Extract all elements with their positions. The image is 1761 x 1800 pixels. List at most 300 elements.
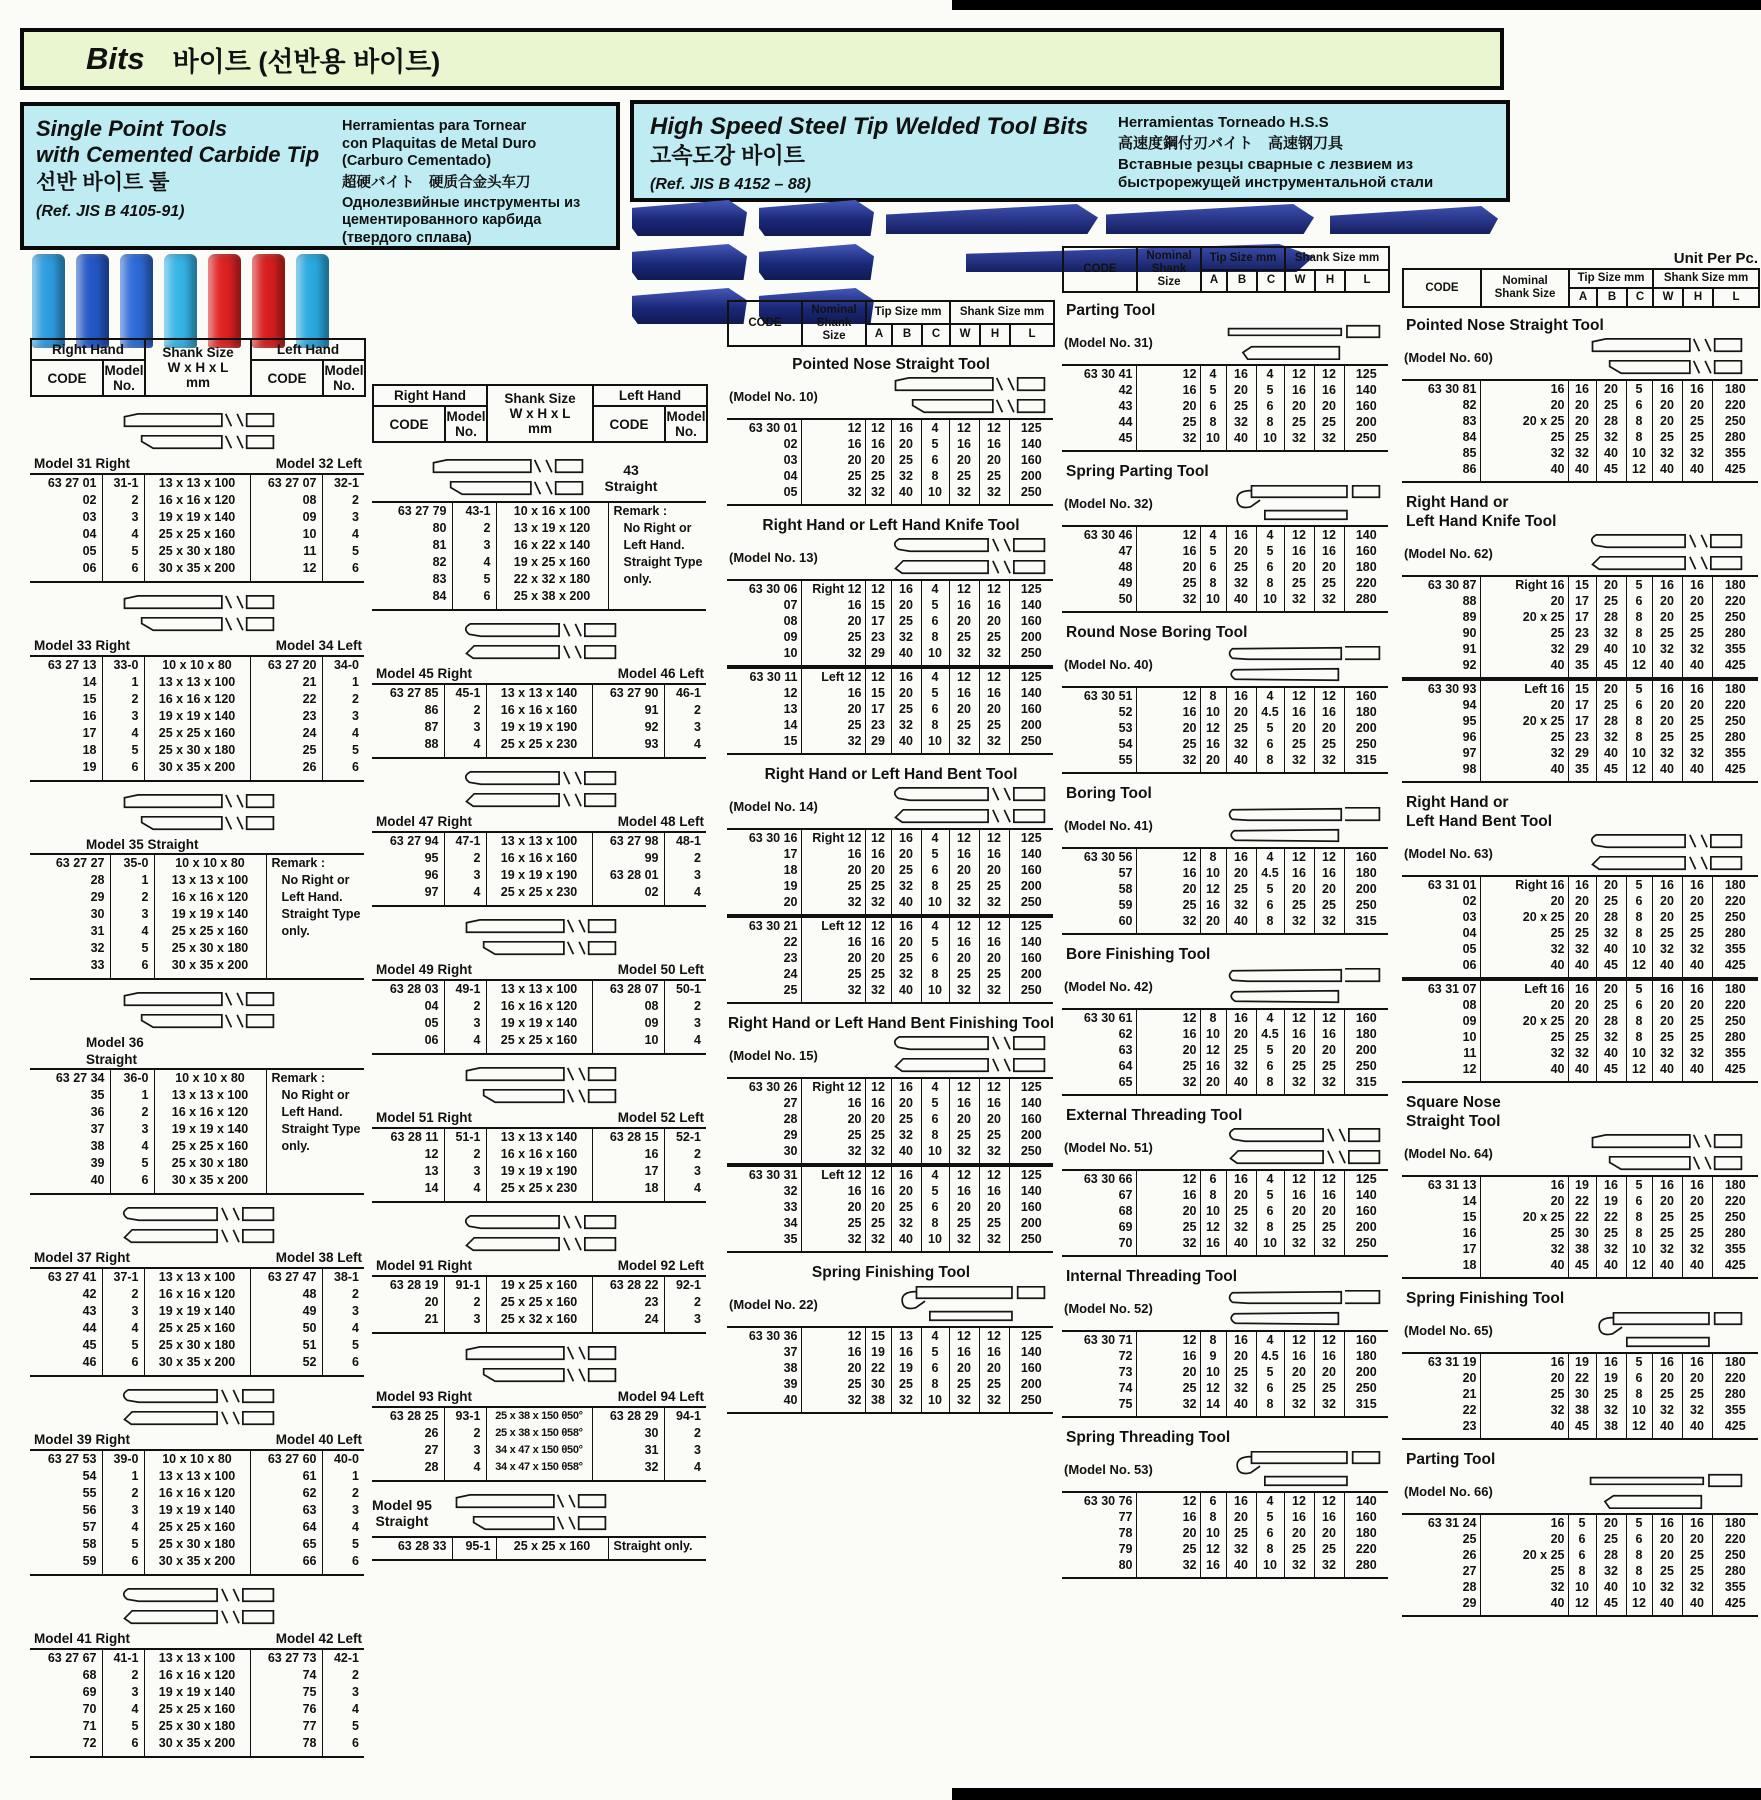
cell: 05 bbox=[783, 485, 798, 499]
table-titles bbox=[372, 961, 708, 979]
cell: 25 x 30 x 180 bbox=[144, 1718, 250, 1735]
cell: 12 bbox=[1284, 848, 1314, 865]
cell: 12 bbox=[979, 829, 1009, 846]
cell: 3 bbox=[444, 867, 486, 884]
table-row bbox=[1402, 1045, 1758, 1061]
cell: 25 bbox=[1284, 897, 1314, 913]
section-title-line: with Cemented Carbide Tip bbox=[36, 142, 320, 167]
table-title bbox=[30, 1034, 366, 1068]
cell: 40 bbox=[1226, 430, 1256, 451]
caption-row bbox=[1402, 335, 1752, 379]
cell: 89 bbox=[1462, 610, 1477, 624]
cell: 16 bbox=[1480, 380, 1568, 397]
cell: 125 bbox=[1344, 365, 1388, 382]
cell: 63 30 56 bbox=[1083, 850, 1133, 864]
cell: 1 bbox=[110, 872, 154, 889]
cell: 12 bbox=[1284, 1331, 1314, 1348]
cell: 08 bbox=[1462, 998, 1477, 1012]
cell: 25 bbox=[1462, 1532, 1477, 1546]
cell: 63 31 13 bbox=[1427, 1178, 1477, 1192]
cell: 45 bbox=[1596, 957, 1626, 978]
cell: 84 bbox=[432, 589, 447, 603]
cell: 20 bbox=[1314, 1203, 1344, 1219]
cell: 5 bbox=[921, 846, 949, 862]
cell: 12 bbox=[949, 668, 979, 685]
cell: 12 bbox=[1314, 848, 1344, 865]
cell: 16 bbox=[1596, 1176, 1626, 1193]
cell: 47 bbox=[1118, 544, 1133, 558]
cell: 20 bbox=[1226, 704, 1256, 720]
cell: 5 bbox=[110, 940, 154, 957]
cell: 25 bbox=[1314, 1058, 1344, 1074]
cell: 5 bbox=[1256, 1187, 1284, 1203]
cell: 25 bbox=[1136, 736, 1200, 752]
cell: 32 bbox=[1136, 1557, 1200, 1578]
cell: 93-1 bbox=[444, 1407, 486, 1425]
cell: 12 bbox=[1200, 1541, 1226, 1557]
cell: 40 bbox=[891, 1231, 921, 1252]
cell: 75 bbox=[250, 1684, 322, 1701]
title-left-hand: Model 46 Left bbox=[617, 666, 704, 681]
straight-type-label bbox=[605, 462, 658, 494]
cell: 2 bbox=[102, 1286, 144, 1303]
cell: 16 bbox=[1226, 365, 1256, 382]
table-row bbox=[372, 850, 706, 867]
cell: 63 30 11 bbox=[749, 670, 798, 684]
table-titles bbox=[30, 637, 366, 655]
drawing-row bbox=[372, 455, 708, 501]
cell: 63 27 13 bbox=[47, 658, 97, 672]
tool-line-drawing bbox=[456, 917, 624, 959]
cell: 63 30 87 bbox=[1427, 578, 1477, 592]
cell: 86 bbox=[1462, 462, 1477, 476]
cell: H bbox=[980, 324, 1010, 347]
cell: 99 bbox=[592, 850, 664, 867]
cell: 10 bbox=[1200, 704, 1226, 720]
cell: 10 bbox=[1256, 591, 1284, 612]
caption-row bbox=[727, 374, 1055, 418]
cell: 13 x 19 x 120 bbox=[496, 520, 608, 537]
cell: 32 bbox=[1568, 1045, 1596, 1061]
cell: 6 bbox=[102, 1735, 144, 1757]
cell: 15 bbox=[865, 685, 891, 701]
text-line: Nominal bbox=[811, 304, 857, 316]
cell: 32 bbox=[1596, 429, 1626, 445]
drawing-row bbox=[30, 1584, 366, 1630]
cell: 20 bbox=[801, 701, 865, 717]
cell: 250 bbox=[1009, 484, 1053, 505]
cell: 220 bbox=[1712, 397, 1758, 413]
cell: 30 x 35 x 200 bbox=[144, 560, 250, 582]
cell: 8 bbox=[921, 966, 949, 982]
table-row bbox=[1402, 593, 1758, 609]
title-right-hand: Model 49 Right bbox=[376, 962, 473, 977]
table-row bbox=[727, 829, 1053, 846]
cell: 8 bbox=[1200, 414, 1226, 430]
spec-table bbox=[1062, 1330, 1388, 1418]
cell: 3 bbox=[322, 509, 364, 526]
cell: 280 bbox=[1712, 1225, 1758, 1241]
cell: 25 bbox=[1136, 414, 1200, 430]
cell: 03 bbox=[1462, 910, 1477, 924]
cell: 04 bbox=[1462, 926, 1477, 940]
cell: 12 bbox=[1314, 365, 1344, 382]
cell: 40 bbox=[1682, 1257, 1712, 1278]
table-row bbox=[372, 684, 706, 702]
cell: 6 bbox=[1626, 1531, 1652, 1547]
table-row bbox=[727, 1183, 1053, 1199]
cell: 8 bbox=[1200, 848, 1226, 865]
cell: 63 28 29 bbox=[592, 1407, 664, 1425]
text-line: Left Hand. bbox=[623, 538, 685, 552]
text-line: Straight Tool bbox=[1406, 1113, 1501, 1130]
cell: 32 bbox=[979, 1392, 1009, 1413]
cell: 57 bbox=[1118, 866, 1133, 880]
cell: 10 bbox=[1200, 430, 1226, 451]
cell: 12 bbox=[1136, 687, 1200, 704]
cell: 6 bbox=[322, 560, 364, 582]
table-row bbox=[372, 998, 706, 1015]
cell: 10 bbox=[921, 1143, 949, 1164]
cell: 12 bbox=[865, 419, 891, 436]
cell: 32 bbox=[1226, 1058, 1256, 1074]
cell: 8 bbox=[1200, 1331, 1226, 1348]
tool-line-drawing bbox=[885, 536, 1053, 578]
table-row bbox=[1062, 414, 1388, 430]
tool-line-drawing bbox=[446, 1492, 614, 1534]
cell: 13 x 13 x 100 bbox=[144, 1649, 250, 1667]
cell: 280 bbox=[1712, 625, 1758, 641]
cell: 65 bbox=[250, 1536, 322, 1553]
table-row bbox=[372, 502, 706, 520]
cell: 20 bbox=[1480, 1193, 1568, 1209]
cell: 5 bbox=[1256, 1042, 1284, 1058]
cell: 25 bbox=[1596, 397, 1626, 413]
table-row bbox=[727, 894, 1053, 915]
cell: 3 bbox=[322, 1502, 364, 1519]
cell: 4 bbox=[102, 526, 144, 543]
table-row bbox=[727, 1344, 1053, 1360]
cell: 16 bbox=[949, 846, 979, 862]
table-row bbox=[1062, 1348, 1388, 1364]
table-row bbox=[727, 1231, 1053, 1252]
cell: 08 bbox=[783, 614, 798, 628]
cell: 15 bbox=[1568, 576, 1596, 593]
cell: 20 bbox=[949, 1111, 979, 1127]
table-row bbox=[30, 1354, 364, 1376]
cell: 5 bbox=[921, 1183, 949, 1199]
cell: 140 bbox=[1009, 1095, 1053, 1111]
scan-edge-bottom bbox=[952, 1788, 1761, 1800]
table-row bbox=[1402, 1547, 1758, 1563]
cell: 46-1 bbox=[664, 684, 706, 702]
translation-line: Вставные резцы сварные с лезвием из bbox=[1118, 156, 1414, 173]
cell: 32 bbox=[90, 941, 105, 955]
internal-threading-tool bbox=[1062, 1267, 1390, 1418]
cell: 20 bbox=[865, 1199, 891, 1215]
tool-name bbox=[727, 355, 1055, 374]
model-no-caption: (Model No. 10) bbox=[729, 388, 818, 404]
cell: 5 bbox=[452, 571, 496, 588]
model-no-caption: (Model No. 64) bbox=[1404, 1145, 1493, 1161]
cell: 63 27 01 bbox=[47, 476, 97, 490]
cell: 16 bbox=[865, 1095, 891, 1111]
cell: 32 bbox=[1314, 591, 1344, 612]
cell: 40 bbox=[783, 1393, 798, 1407]
table-row bbox=[1062, 736, 1388, 752]
cell: 12 bbox=[1200, 720, 1226, 736]
cell: 69 bbox=[1118, 1220, 1133, 1234]
caption-row bbox=[1402, 1308, 1752, 1352]
cell: 25 bbox=[1480, 1029, 1568, 1045]
cell: 16 bbox=[801, 934, 865, 950]
cell: 25 x 30 x 180 bbox=[154, 1155, 266, 1172]
cell: 10 bbox=[921, 1392, 949, 1413]
cell: 13 x 13 x 140 bbox=[486, 1128, 592, 1146]
table-row bbox=[1062, 704, 1388, 720]
cell: 3 bbox=[102, 509, 144, 526]
table-row bbox=[372, 1180, 706, 1202]
cell: 96 bbox=[424, 868, 439, 882]
cell: 47-1 bbox=[444, 832, 486, 850]
tool-line-drawing bbox=[885, 375, 1053, 417]
cell: 32 bbox=[1682, 641, 1712, 657]
cell: 97 bbox=[424, 885, 439, 899]
cell: 20 bbox=[1596, 680, 1626, 697]
cell: 180 bbox=[1712, 980, 1758, 997]
cell: 25 bbox=[801, 717, 865, 733]
cell: 04 bbox=[82, 527, 97, 541]
cell: 66 bbox=[250, 1553, 322, 1575]
cell: 40 bbox=[891, 645, 921, 666]
table-row bbox=[1402, 1209, 1758, 1225]
cell: 16 bbox=[1314, 1026, 1344, 1042]
cell: 6 bbox=[102, 1553, 144, 1575]
cell: 78 bbox=[1118, 1526, 1133, 1540]
text-line: Boring Tool bbox=[1066, 785, 1152, 802]
spec-table bbox=[1402, 979, 1758, 1083]
cell: 5 bbox=[322, 1718, 364, 1735]
caption-row bbox=[1062, 1286, 1390, 1330]
cell: Tip Size mm bbox=[1201, 247, 1285, 270]
models-33-34 bbox=[30, 591, 366, 782]
translation-line: (Carburo Cementado) bbox=[342, 153, 492, 169]
cell: 40 bbox=[1568, 957, 1596, 978]
cell: 220 bbox=[1712, 1193, 1758, 1209]
cell: 25 bbox=[1596, 1386, 1626, 1402]
spec-table bbox=[372, 831, 706, 907]
cell: 12 bbox=[1284, 1492, 1314, 1509]
cell: 25 bbox=[1284, 1380, 1314, 1396]
cell: 38 bbox=[783, 1361, 798, 1375]
cell: 25 bbox=[1226, 559, 1256, 575]
table-row bbox=[1062, 1509, 1388, 1525]
cell: 8 bbox=[1626, 1209, 1652, 1225]
table-row bbox=[1062, 865, 1388, 881]
cell: 4 bbox=[1256, 1170, 1284, 1187]
table-titles bbox=[372, 1257, 708, 1275]
cell: 10 bbox=[592, 1032, 664, 1054]
cell: 20 bbox=[424, 1295, 439, 1309]
table-row bbox=[30, 1667, 364, 1684]
cell: 200 bbox=[1344, 720, 1388, 736]
cell: 16 bbox=[1284, 865, 1314, 881]
text-line: Internal Threading Tool bbox=[1066, 1268, 1238, 1285]
cell: 280 bbox=[1712, 729, 1758, 745]
table-row bbox=[1402, 1193, 1758, 1209]
cell: 55 bbox=[1118, 753, 1133, 767]
cell: 28 bbox=[90, 873, 105, 887]
cell: 16 bbox=[1284, 1026, 1314, 1042]
cell: 20 bbox=[1682, 1531, 1712, 1547]
cell: 30 bbox=[1568, 1225, 1596, 1241]
cell: 25 bbox=[801, 1215, 865, 1231]
cell: 40 bbox=[1596, 1045, 1626, 1061]
table-row bbox=[1402, 1595, 1758, 1616]
cell: 12 bbox=[1136, 526, 1200, 543]
cell: 49-1 bbox=[444, 980, 486, 998]
text-line: Shank Size bbox=[1494, 288, 1556, 300]
cell: 15 bbox=[865, 597, 891, 613]
table-row bbox=[727, 878, 1053, 894]
text-line: mm bbox=[185, 375, 210, 390]
cell: 180 bbox=[1344, 1026, 1388, 1042]
cell: 20 bbox=[1136, 1525, 1200, 1541]
cell: 20 bbox=[1136, 559, 1200, 575]
cell: 200 bbox=[1009, 1127, 1053, 1143]
table-row bbox=[1062, 913, 1388, 934]
cell: 6 bbox=[921, 862, 949, 878]
cell: 10 bbox=[1200, 1026, 1226, 1042]
cell: 64 bbox=[250, 1519, 322, 1536]
cell: 3 bbox=[102, 708, 144, 725]
text-line: Straight bbox=[86, 1052, 138, 1067]
cell: 250 bbox=[1344, 1235, 1388, 1256]
cell: 15 bbox=[82, 692, 97, 706]
cell: 40 bbox=[1226, 591, 1256, 612]
cell: 10 bbox=[1626, 1241, 1652, 1257]
cell: 180 bbox=[1344, 1525, 1388, 1541]
table-row bbox=[727, 1111, 1053, 1127]
cell: 6 bbox=[1626, 997, 1652, 1013]
spec-table bbox=[1402, 1175, 1758, 1279]
cell: 63 27 41 bbox=[47, 1270, 97, 1284]
cell: 16 x 16 x 120 bbox=[144, 1286, 250, 1303]
cell: 16 bbox=[1314, 382, 1344, 398]
cell: Right 12 bbox=[801, 1078, 865, 1095]
cell: 69 bbox=[82, 1685, 97, 1699]
cell: 5 bbox=[322, 1536, 364, 1553]
remark bbox=[266, 1069, 364, 1194]
table-row bbox=[372, 1442, 706, 1459]
text-line: Left Hand. bbox=[281, 890, 343, 904]
cell: 16 x 16 x 120 bbox=[486, 998, 592, 1015]
table-row bbox=[727, 717, 1053, 733]
cell: 10 bbox=[1200, 1203, 1226, 1219]
spring-finishing-tool bbox=[727, 1263, 1055, 1414]
cell: 32 bbox=[891, 1127, 921, 1143]
cell: 200 bbox=[1009, 966, 1053, 982]
cell: 5 bbox=[1626, 1514, 1652, 1531]
spec-table bbox=[727, 916, 1053, 1004]
cell: 6 bbox=[322, 1553, 364, 1575]
cell: 16 bbox=[1652, 1514, 1682, 1531]
cell: 40 bbox=[1682, 1061, 1712, 1082]
unit-per-pc-label: Unit Per Pc. bbox=[1673, 250, 1758, 267]
cell: 10 x 16 x 100 bbox=[496, 502, 608, 520]
hss-bit-photo bbox=[759, 200, 874, 236]
cell: 25 bbox=[801, 1376, 865, 1392]
cell: 25 x 25 x 230 bbox=[486, 1180, 592, 1202]
text-line: Shank Size bbox=[816, 317, 852, 342]
cell: 12 bbox=[949, 917, 979, 934]
cell: 125 bbox=[1009, 580, 1053, 597]
cell: 160 bbox=[1009, 701, 1053, 717]
cell: 20 bbox=[1682, 1370, 1712, 1386]
table-row bbox=[30, 759, 364, 781]
cell: 160 bbox=[1344, 848, 1388, 865]
table-row bbox=[727, 1199, 1053, 1215]
cell: 42 bbox=[1118, 383, 1133, 397]
page-title-korean: 바이트 (선반용 바이트) bbox=[172, 46, 441, 77]
tool-line-drawing bbox=[1220, 1126, 1388, 1168]
cell: 8 bbox=[1256, 1396, 1284, 1417]
cell: 250 bbox=[1009, 894, 1053, 915]
cell: 25 bbox=[1652, 1225, 1682, 1241]
cell: 25 bbox=[949, 1127, 979, 1143]
cell: 5 bbox=[1200, 382, 1226, 398]
cell: 30 x 35 x 200 bbox=[144, 759, 250, 781]
cell: 355 bbox=[1712, 1045, 1758, 1061]
cell: 200 bbox=[1344, 414, 1388, 430]
carbide-bits-photo bbox=[32, 252, 344, 348]
section-title-line: High Speed Steel Tip Welded Tool Bits bbox=[650, 113, 1089, 140]
cell: 16 bbox=[891, 668, 921, 685]
tool-line-drawing bbox=[456, 769, 624, 811]
cell: 20 bbox=[1136, 398, 1200, 414]
title-left-hand: Model 48 Left bbox=[617, 814, 704, 829]
spec-table bbox=[1402, 875, 1758, 979]
cell: 20 bbox=[1682, 697, 1712, 713]
cell: 16 bbox=[891, 419, 921, 436]
cell: 2 bbox=[110, 1104, 154, 1121]
cell: 32 bbox=[949, 1231, 979, 1252]
cell: 125 bbox=[1009, 419, 1053, 436]
tool-name bbox=[1402, 1289, 1752, 1308]
cell: 355 bbox=[1712, 445, 1758, 461]
cell: 8 bbox=[1626, 429, 1652, 445]
spec-table bbox=[1402, 1352, 1758, 1440]
cell: 16 bbox=[1568, 380, 1596, 397]
cell: 40 bbox=[1682, 1418, 1712, 1439]
cell: 140 bbox=[1344, 1492, 1388, 1509]
cell: 63 31 07 bbox=[1427, 982, 1477, 996]
cell: 20 bbox=[949, 452, 979, 468]
cell: 14 bbox=[783, 718, 798, 732]
cell: 32 bbox=[1284, 752, 1314, 773]
table-row bbox=[1402, 1563, 1758, 1579]
text-line: only. bbox=[281, 1139, 310, 1153]
cell: 16 bbox=[979, 1183, 1009, 1199]
cell: 32 bbox=[1596, 1563, 1626, 1579]
cell: 20 bbox=[1652, 997, 1682, 1013]
cell: CODE bbox=[1063, 247, 1137, 292]
text-line: Spring Finishing Tool bbox=[1406, 1290, 1565, 1307]
cell: 25 bbox=[891, 1111, 921, 1127]
cell: 280 bbox=[1712, 925, 1758, 941]
models-37-38 bbox=[30, 1203, 366, 1377]
translation-line-cjk: 超硬バイト 硬质合金头车刀 bbox=[342, 174, 531, 191]
